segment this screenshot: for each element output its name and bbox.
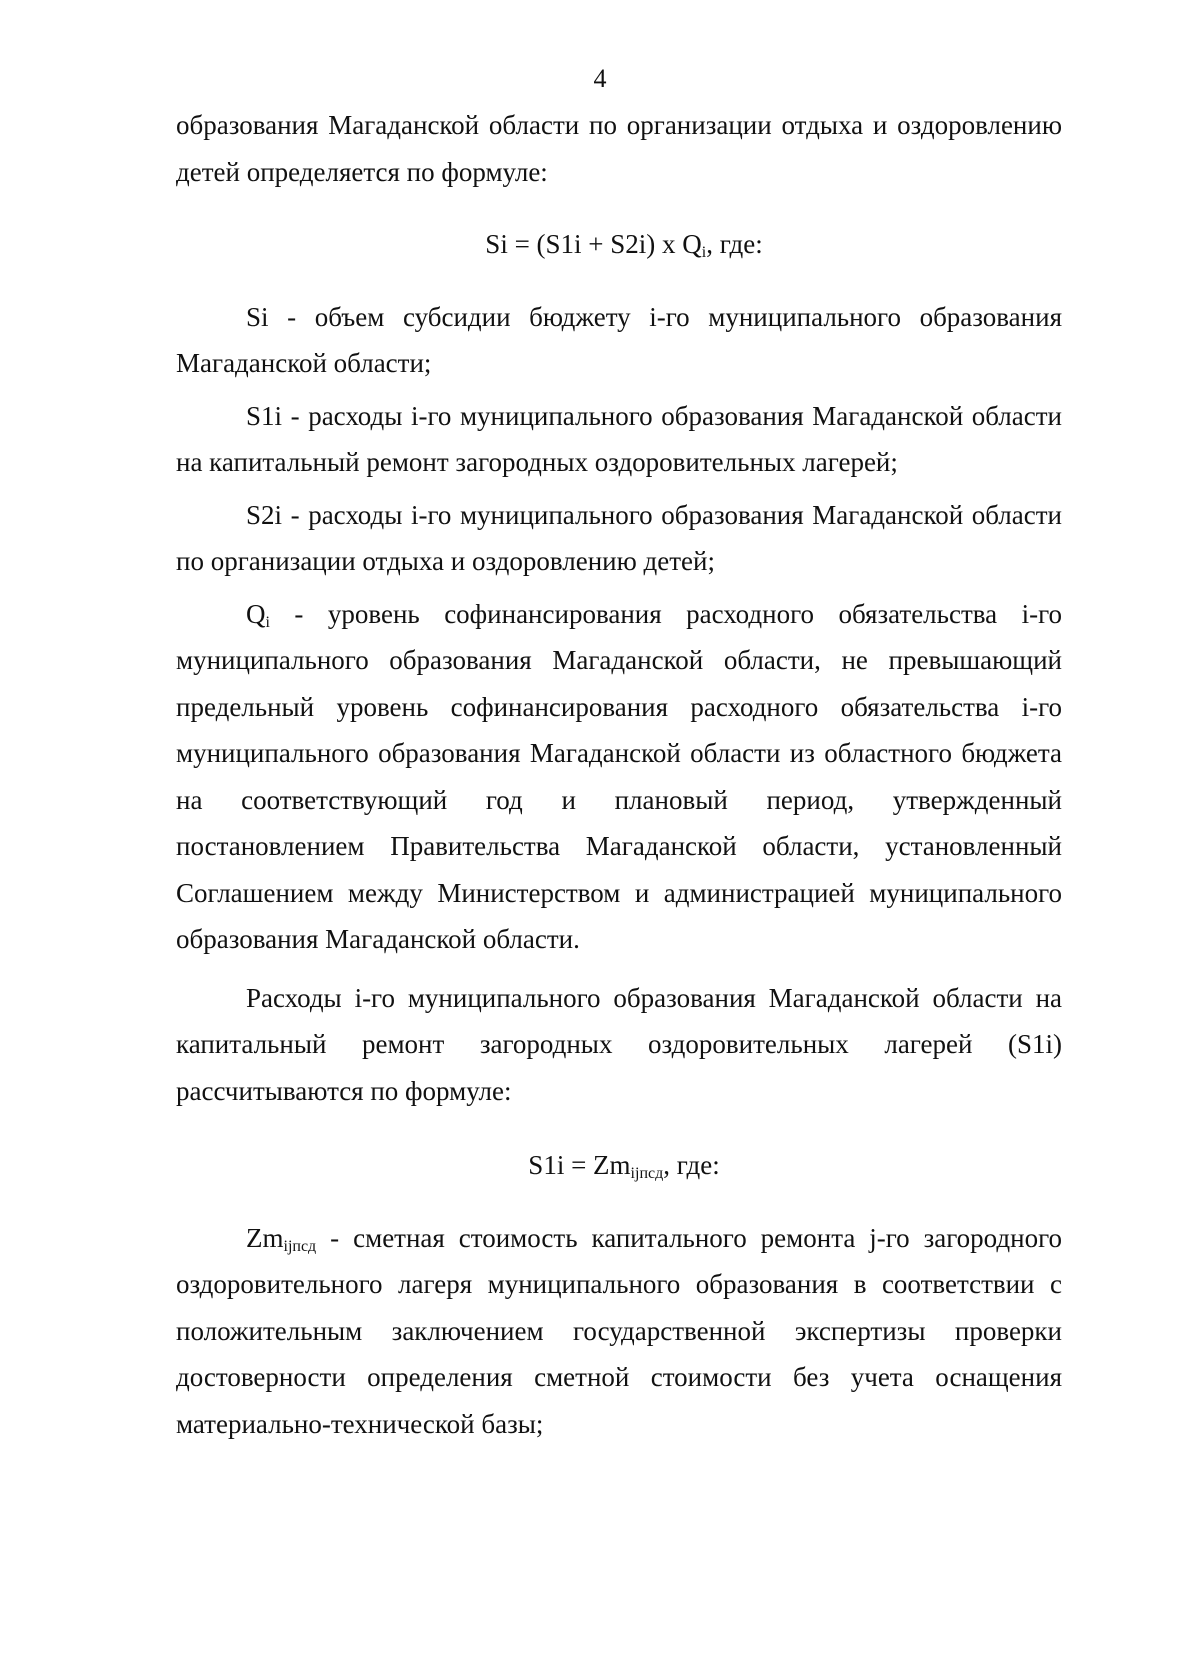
definition-s1i [176, 393, 1062, 486]
formula-s1i-subscript: ijпсд [630, 1165, 664, 1182]
formula-s1i-main: S1i = Zm [528, 1150, 631, 1180]
definition-term: Q [246, 598, 266, 629]
definition-zm [176, 1215, 1062, 1448]
definition-qi [176, 591, 1062, 963]
definition-text: - расходы i-го муниципального образования Магаданской области на капитальный ремонт загородных оздоровительных лагерей; [176, 400, 1062, 477]
document-body [176, 102, 1062, 1447]
definition-text: - уровень софинансирования расходного обязательства i-го муниципального образования Магаданской области, не превышающий предельный уровень софинансирования расходного обязательства i-го муниципального образования Магаданской области из областного бюджета на соответствующий год и плановый период, утвержденный постановлением Правительства Магаданской области, установленный Соглашением между Министерством и администрацией муниципального образования Магаданской области. [176, 598, 1062, 954]
formula-subsidy-subscript: i [701, 244, 707, 261]
formula-subsidy-main: Si = (S1i + S2i) x Q [485, 229, 702, 259]
formula-subsidy [176, 221, 1062, 268]
expenses-paragraph: Расходы i-го муниципального образования Магаданской области на капитальный ремонт загородных оздоровительных лагерей (S1i) рассчитываются по формуле: [176, 982, 1062, 1106]
definition-term-subscript: ijпсд [283, 1237, 317, 1255]
definition-term: Zm [246, 1222, 284, 1253]
formula-s1i [176, 1142, 1062, 1189]
definition-term: S2i [246, 499, 283, 530]
formula-s1i-tail: , где: [663, 1150, 720, 1180]
formula-subsidy-tail: , где: [706, 229, 763, 259]
intro-paragraph: образования Магаданской области по организации отдыха и оздоровлению детей определяется по формуле: [176, 110, 1062, 187]
definition-text: - расходы i-го муниципального образования Магаданской области по организации отдыха и оздоровлению детей; [176, 499, 1062, 576]
page-number: 4 [593, 64, 607, 93]
definition-si [176, 294, 1062, 387]
definition-text: - объем субсидии бюджету i-го муниципального образования Магаданской области; [176, 301, 1062, 378]
definition-text: - сметная стоимость капитального ремонта j-го загородного оздоровительного лагеря муниципального образования в соответствии с положительным заключением государственной экспертизы проверки достоверности определения сметной стоимости без учета оснащения материально-технической базы; [176, 1222, 1062, 1439]
definition-s2i [176, 492, 1062, 585]
definition-term: S1i [246, 400, 283, 431]
definition-term: Si [246, 301, 269, 332]
definition-term-subscript: i [265, 613, 270, 631]
